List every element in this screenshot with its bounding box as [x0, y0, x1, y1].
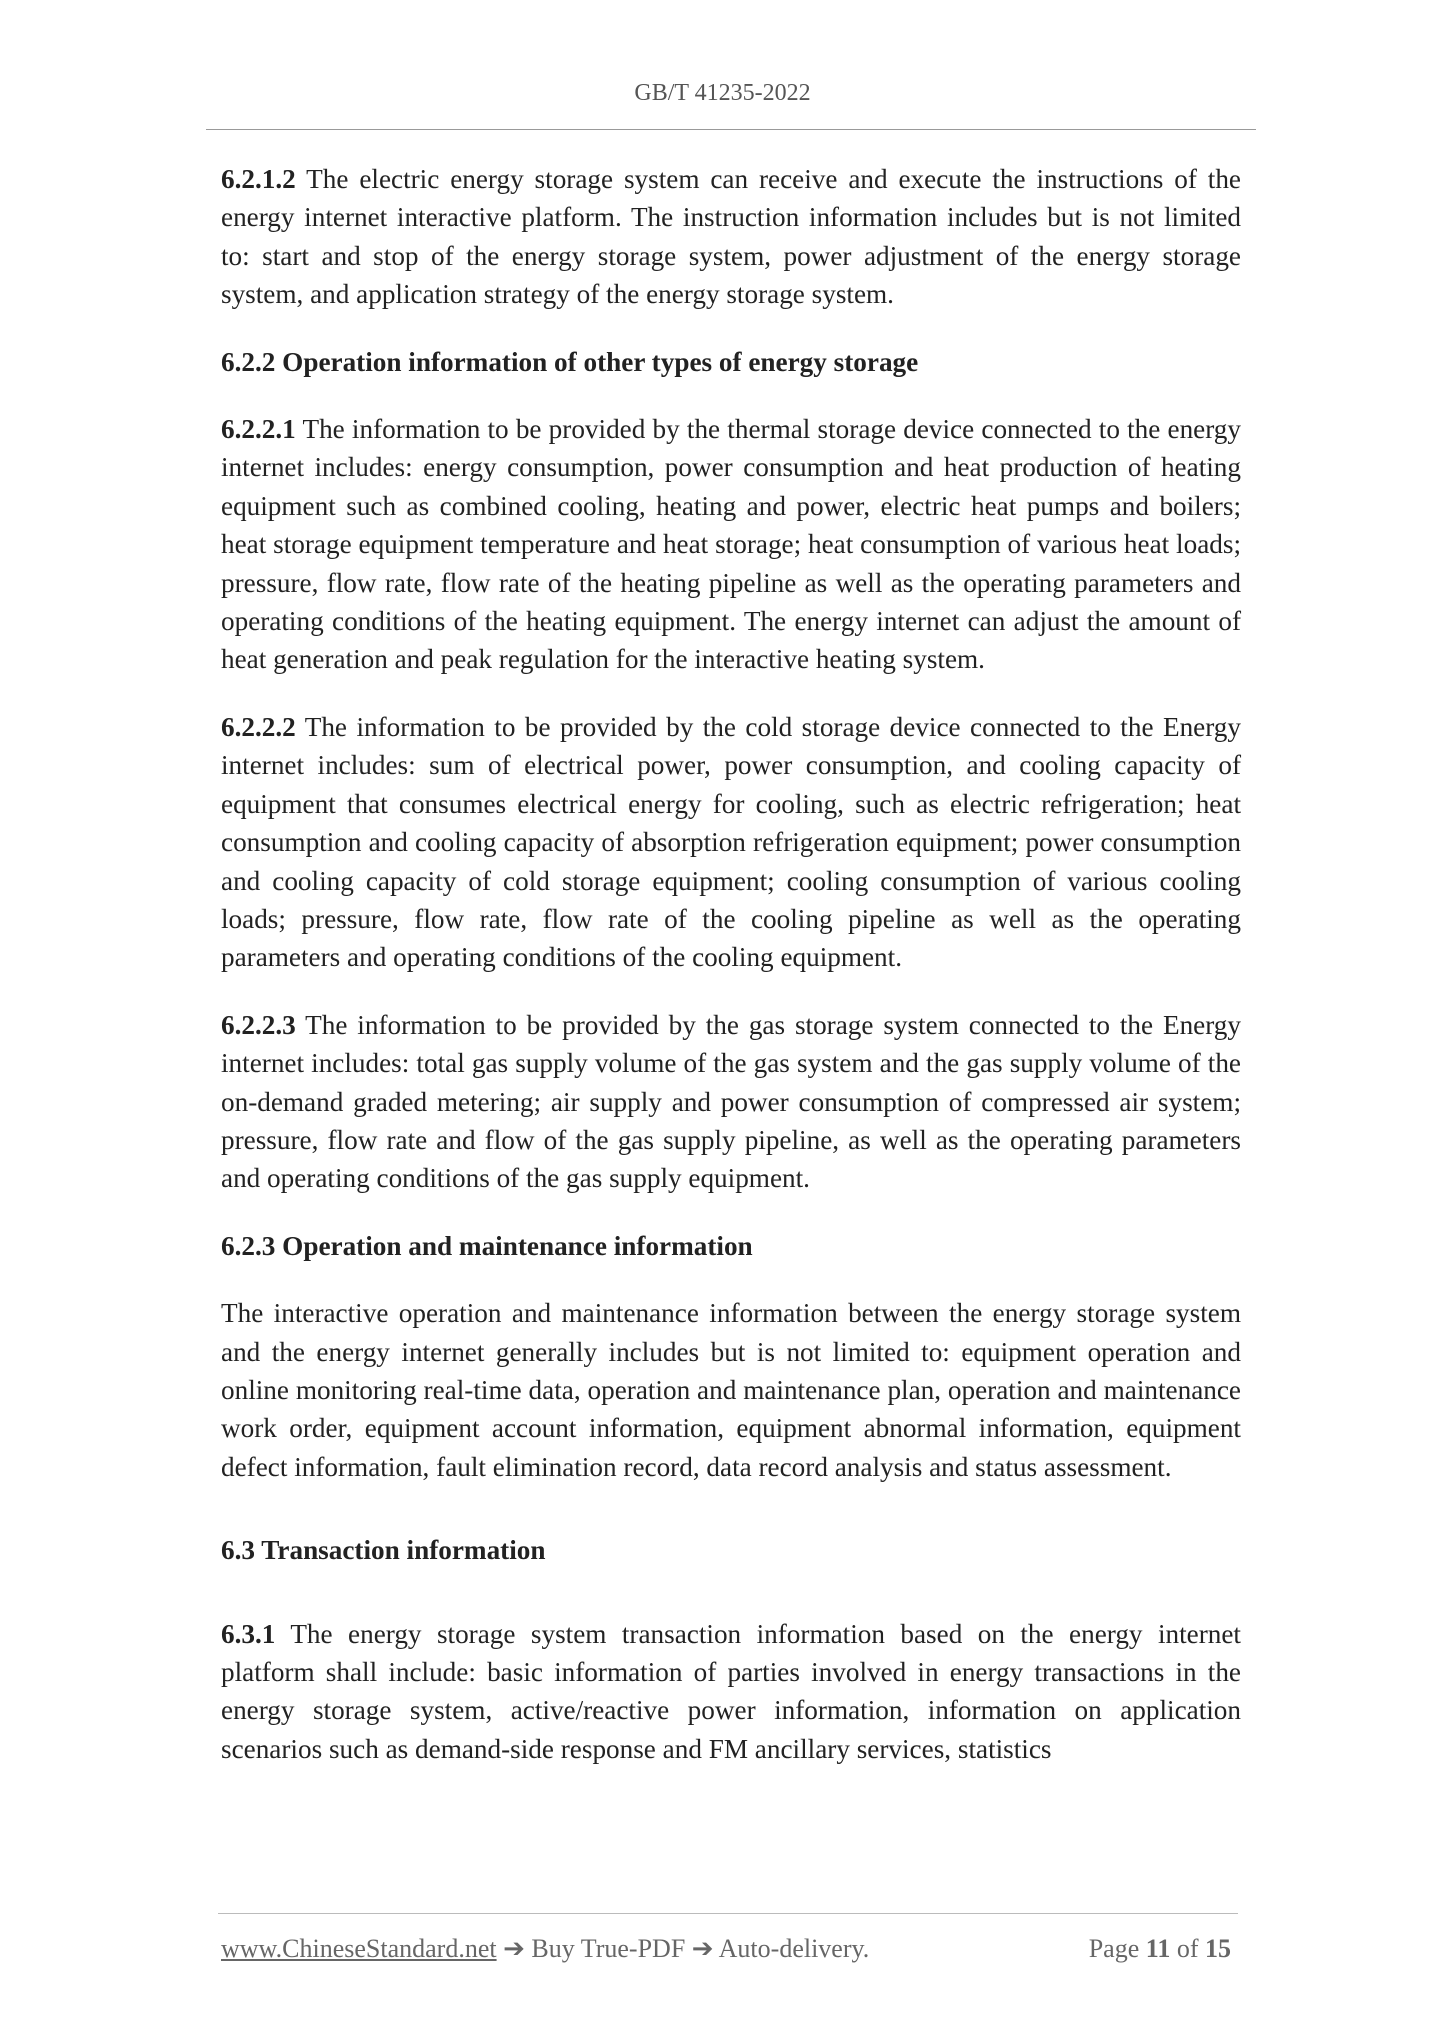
clause-number: 6.2.2.3	[221, 1009, 296, 1040]
footer-divider	[218, 1913, 1238, 1914]
clause-6-2-1-2	[221, 160, 1241, 314]
heading-6-2-2: 6.2.2 Operation information of other types of energy storage	[221, 346, 919, 377]
arrow-right-icon: ➔	[496, 1934, 532, 1963]
clause-text: The electric energy storage system can receive and execute the instructions of the energy internet interactive platform. The instruction information includes but is not limited to: start and stop of the energy storage system, power adjustment of the energy storage system, and application strategy of the energy storage system.	[221, 164, 1241, 310]
clause-6-3-1	[221, 1615, 1241, 1769]
clause-number: 6.2.1.2	[221, 164, 296, 194]
clause-number: 6.2.2.1	[221, 414, 296, 445]
clause-text: The energy storage system transaction information based on the energy internet platform shall include: basic information of parties involved in energy transactions in the energy storage system, active/reactive power information, information on application scenarios such as demand-side response and FM ancillary services, statistics	[221, 1618, 1241, 1764]
buy-pdf-text: Buy True-PDF	[531, 1934, 686, 1963]
clause-text: The information to be provided by the thermal storage device connected to the energy internet includes: energy consumption, power consumption and heat production of heating equipment such as combined cooling, heating and power, electric heat pumps and boilers; heat storage equipment temperature and heat storage; heat consumption of various heat loads; pressure, flow rate, flow rate of the heating pipeline as well as the operating parameters and operating conditions of the heating equipment. The energy internet can adjust the amount of heat generation and peak regulation for the interactive heating system.	[221, 414, 1241, 675]
page-total: 15	[1205, 1934, 1231, 1963]
page-indicator	[1089, 1934, 1231, 1964]
auto-delivery-text: Auto-delivery.	[718, 1934, 870, 1963]
footer-promo	[221, 1934, 869, 1964]
website-link[interactable]: www.ChineseStandard.net	[221, 1934, 497, 1963]
clause-number: 6.3.1	[221, 1618, 276, 1649]
page-current: 11	[1145, 1934, 1171, 1963]
clause-number: 6.2.2.2	[221, 711, 296, 742]
heading-6-3: 6.3 Transaction information	[221, 1535, 546, 1566]
document-body	[221, 160, 1241, 1768]
clause-6-2-2-3	[221, 1006, 1241, 1198]
page-label: Page	[1088, 1934, 1146, 1963]
header-divider	[206, 129, 1256, 130]
document-code: GB/T 41235-2022	[634, 80, 811, 106]
clause-6-2-2-1	[221, 410, 1241, 679]
clause-6-2-2-2	[221, 708, 1241, 977]
arrow-right-icon: ➔	[685, 1934, 719, 1963]
clause-6-2-3-body: The interactive operation and maintenance information between the energy storage system and the energy internet generally includes but is not limited to: equipment operation and online monitoring real-time data, operation and maintenance plan, operation and maintenance work order, equipment account information, equipment abnormal information, equipment defect information, fault elimination record, data record analysis and status assessment.	[221, 1298, 1241, 1482]
heading-6-2-3: 6.2.3 Operation and maintenance information	[221, 1230, 753, 1261]
of-label: of	[1170, 1934, 1205, 1963]
clause-text: The information to be provided by the gas storage system connected to the Energy internet includes: total gas supply volume of the gas system and the gas supply volume of the on-demand graded metering; air supply and power consumption of compressed air system; pressure, flow rate and flow of the gas supply pipeline, as well as the operating parameters and operating conditions of the gas supply equipment.	[221, 1009, 1241, 1194]
clause-text: The information to be provided by the cold storage device connected to the Energy internet includes: sum of electrical power, power consumption, and cooling capacity of equipment that consumes electrical energy for cooling, such as electric refrigeration; heat consumption and cooling capacity of absorption refrigeration equipment; power consumption and cooling capacity of cold storage equipment; cooling consumption of various cooling loads; pressure, flow rate, flow rate of the cooling pipeline as well as the operating parameters and operating conditions of the cooling equipment.	[221, 711, 1241, 973]
